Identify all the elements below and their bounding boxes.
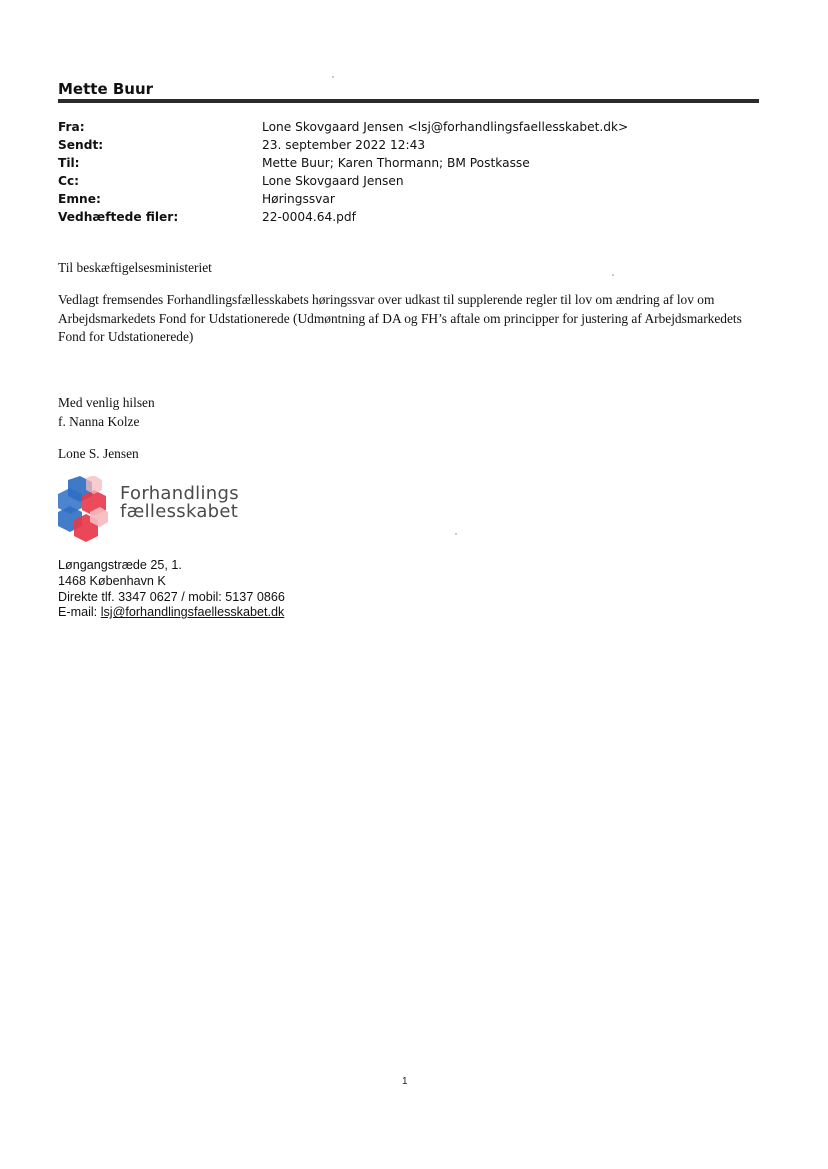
closing-line: Med venlig hilsen bbox=[58, 395, 155, 410]
header-value-sent: 23. september 2022 12:43 bbox=[262, 138, 426, 152]
header-row-cc bbox=[58, 172, 758, 190]
scan-speck bbox=[455, 533, 457, 535]
address-email-line bbox=[58, 605, 285, 621]
header-label: Emne: bbox=[58, 192, 101, 206]
attachment-filename[interactable]: 22-0004.64.pdf bbox=[262, 210, 356, 224]
email-label: E-mail: bbox=[58, 605, 101, 620]
page-number: 1 bbox=[402, 1076, 408, 1087]
header-label: Fra: bbox=[58, 120, 85, 134]
logo-line: fællesskabet bbox=[120, 501, 239, 522]
header-label: Vedhæftede filer: bbox=[58, 210, 179, 224]
header-value-cc: Lone Skovgaard Jensen bbox=[262, 174, 404, 188]
logo-wordmark bbox=[120, 485, 239, 521]
logo-line: Forhandlings bbox=[120, 483, 239, 504]
scan-speck bbox=[332, 76, 334, 78]
closing bbox=[58, 394, 758, 431]
header-divider bbox=[58, 99, 759, 103]
address-phone: Direkte tlf. 3347 0627 / mobil: 5137 0866 bbox=[58, 589, 285, 604]
header-label: Cc: bbox=[58, 174, 80, 188]
scan-speck bbox=[612, 274, 614, 276]
header-value-from: Lone Skovgaard Jensen <lsj@forhandlingsfaellesskabet.dk> bbox=[262, 120, 629, 134]
body-paragraph: Vedlagt fremsendes Forhandlingsfællesskabets høringssvar over udkast til supplerende regler til lov om ændring af lov om Arbejdsmarkedets Fond for Udstationerede (Udmøntning af DA og FH’s aftale om principper for justering af Arbejdsmarkedets Fond for Udstationerede) bbox=[58, 292, 742, 344]
address-block bbox=[58, 558, 285, 621]
header-row-sent bbox=[58, 136, 758, 154]
address-street: Løngangstræde 25, 1. bbox=[58, 558, 182, 572]
header-value-subject: Høringssvar bbox=[262, 192, 335, 206]
signature-name: Lone S. Jensen bbox=[58, 446, 139, 461]
greeting: Til beskæftigelsesministeriet bbox=[58, 260, 212, 275]
header-row-from bbox=[58, 118, 758, 136]
header-row-attachments bbox=[58, 208, 758, 226]
header-label: Til: bbox=[58, 156, 80, 170]
email-link[interactable]: lsj@forhandlingsfaellesskabet.dk bbox=[100, 605, 285, 620]
header-label: Sendt: bbox=[58, 138, 104, 152]
header-value-to: Mette Buur; Karen Thormann; BM Postkasse bbox=[262, 156, 530, 170]
header-row-subject bbox=[58, 190, 758, 208]
address-city: 1468 København K bbox=[58, 573, 166, 588]
header-row-to bbox=[58, 154, 758, 172]
closing-line: f. Nanna Kolze bbox=[58, 413, 140, 429]
mailbox-owner: Mette Buur bbox=[58, 80, 154, 98]
logo-mark-icon bbox=[58, 476, 108, 542]
email-header-block bbox=[58, 118, 758, 226]
